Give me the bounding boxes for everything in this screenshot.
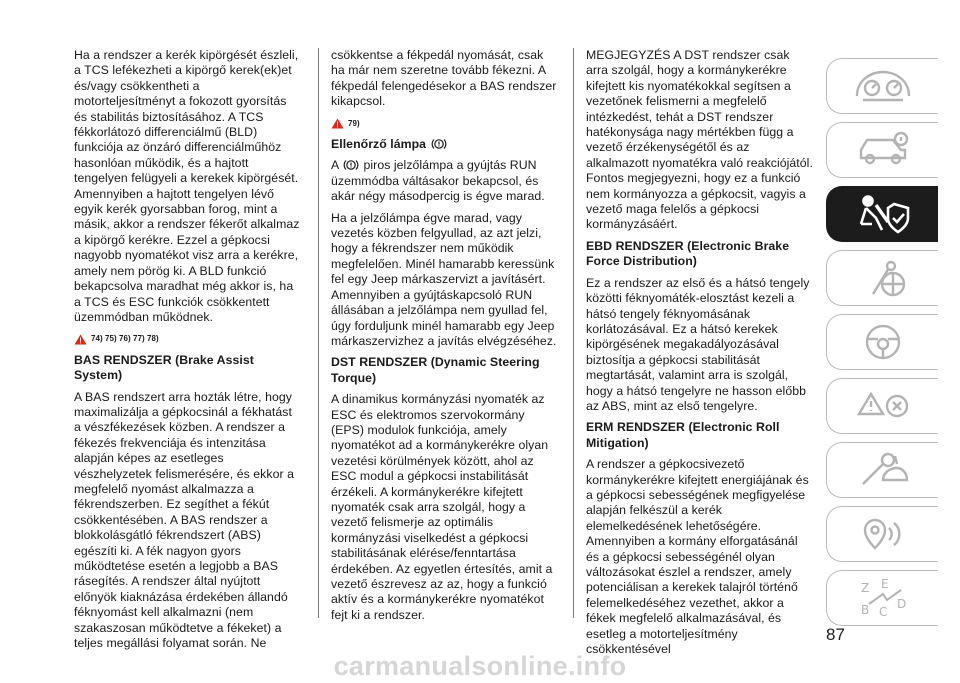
lamp-paragraph-start: A <box>331 158 339 173</box>
column-divider-left <box>318 48 319 618</box>
tab-safety[interactable] <box>826 186 938 242</box>
brake-warning-lamp-icon-inline <box>343 158 359 172</box>
warning-references-2 <box>331 116 559 131</box>
svg-text:Z: Z <box>860 581 869 595</box>
ebd-paragraph: Ez a rendszer az első és a hátsó tengely közötti féknyomáték-elosztást kezeli a hátsó tengely féknyomásának korlátozásával. Ez a hátsó kerekek kipörgésének megakadályozásával biztosítja a gépkocsi stabilitását megtartását, valamint arra is szolgál, hogy a hátsó tengelyre ne hasson előbb az ABS, mint az első tengelyre. <box>586 275 810 413</box>
text-column-2 <box>331 48 559 629</box>
text-column-1 <box>74 48 302 657</box>
tab-steering-wheel[interactable] <box>826 314 938 370</box>
brake-warning-lamp-icon <box>431 137 447 151</box>
page-number: 87 <box>826 625 845 644</box>
tab-emergency[interactable] <box>826 378 938 434</box>
warning-lamp-heading-text: Ellenőrző lámpa <box>331 137 427 152</box>
bas-paragraph: A BAS rendszert arra hozták létre, hogy maximalizálja a gépkocsinál a fékhatást a vészfékezések közben. A rendszer a fékezés frekvenciája és intenzitása alapján képes az esetleges vészhelyzetek felismerésére, és ekkor a megfelelő nyomást alkalmazza a fékrendszerben. Ez segíthet a fékút csökkentésében. A BAS rendszer a blokkolásgátló fékrendszert (ABS) egészíti ki. A fék nagyon gyors működtetése esetén a legjobb a BAS rásegítés. A rendszer által nyújtott előnyök kiaknázása érdekében állandó féknyomást kell alkalmazni (nem szakaszosan működtetve a fékeket) a teljes megállási folyamat során. Ne <box>74 389 294 651</box>
tab-maintenance[interactable] <box>826 442 938 498</box>
starting-driving-icon <box>853 258 913 298</box>
erm-paragraph: A rendszer a gépkocsivezető kormánykerékre kifejtett energiájának és a gépkocsi sebességének megfigyelése alapján felkészül a kerék elemelkedésének lehetőségére. Amennyiben a kormány elforgatásánál és a gépkocsi sebességénél olyan változásokat észlel a rendszer, amely potenciálisan a kerekek talajról történő felemelkedéséhez vezethet, akkor a fékek megfelelő alkalmazásával, és esetleg a motorteljesítmény csökkentésével <box>586 457 809 657</box>
erm-heading: ERM RENDSZER (Electronic Roll Mitigation) <box>586 420 780 450</box>
tab-car-info[interactable] <box>826 122 938 178</box>
lamp-paragraph <box>331 158 559 204</box>
lamp-fault-paragraph: Ha a jelzőlámpa égve marad, vagy vezetés közben felgyullad, az azt jelzi, hogy a fékrendszer nem működik megfelelően. Minél hamarabb keressünk fel egy Jeep márkaszervizt a javításért. Amennyiben a gyújtáskapcsoló RUN állásában a jelzőlámpa nem gyullad fel, úgy forduljunk minél hamarabb egy Jeep márkaszervizhez a javítás elvégzéséhez. <box>331 210 557 348</box>
chapter-tabs <box>826 58 938 634</box>
svg-text:E: E <box>880 577 889 591</box>
tab-multimedia[interactable] <box>826 506 938 562</box>
warning-reference-number: 79) <box>348 118 360 128</box>
tab-index[interactable] <box>826 570 938 626</box>
lamp-paragraph-rest: piros jelzőlámpa a gyújtás RUN üzemmódba váltásakor bekapcsol, és akár négy másodpercig is égve marad. <box>331 158 545 204</box>
bas-heading: BAS RENDSZER (Brake Assist System) <box>74 352 254 383</box>
dst-paragraph: A dinamikus kormányzási nyomaték az ESC és elektromos szervokormány (EPS) modulok funkciója, amely nyomatékot ad a kormánykerékre olyan vezetési körülmények között, ahol az ESC modul a gépkocsi instabilitását érzékeli. A kormánykerékre kifejtett nyomaték csak arra szolgál, hogy a vezető felismerje az optimális kormányzási viselkedést a gépkocsi stabilitásának elérése/fenntartása érdekében. Az egyetlen értesítés, amit a vezető észrevesz az az, hogy a funkció aktív és a kormánykerékre nyomatékot fejt ki a rendszer. <box>331 392 553 622</box>
tab-starting-driving[interactable] <box>826 250 938 306</box>
warning-lamp-heading <box>331 137 559 152</box>
svg-text:D: D <box>896 597 906 611</box>
safety-icon <box>852 192 914 236</box>
index-icon <box>853 576 913 620</box>
car-info-icon <box>853 130 913 170</box>
svg-text:B: B <box>860 603 869 617</box>
warning-triangle-icon <box>74 334 87 345</box>
text-column-3 <box>586 48 814 663</box>
steering-wheel-icon <box>853 322 913 362</box>
tab-dashboard[interactable] <box>826 58 938 114</box>
warning-references <box>74 331 302 346</box>
svg-text:C: C <box>878 605 887 619</box>
ebd-heading: EBD RENDSZER (Electronic Brake Force Distribution) <box>586 238 790 269</box>
bas-continued-paragraph: csökkentse a fékpedál nyomását, csak ha már nem szeretne tovább fékezni. A fékpedál felengedésekor a BAS rendszer kikapcsol. <box>331 48 557 109</box>
maintenance-icon <box>853 450 913 490</box>
warning-triangle-icon <box>331 118 344 129</box>
dashboard-icon <box>853 66 913 106</box>
warning-reference-numbers: 74) 75) 76) 77) 78) <box>91 334 159 344</box>
column-divider-right <box>573 48 574 618</box>
watermark: carmanualsonline.info <box>333 651 627 681</box>
emergency-icon <box>853 386 913 426</box>
multimedia-icon <box>853 514 913 554</box>
dst-note-paragraph: MEGJEGYZÉS A DST rendszer csak arra szolgál, hogy a kormánykerékre kifejtett kis nyomatékokkal segítsen a vezetőnek felismerni a megfelelő intézkedést, tehát a DST rendszer hatékonysága nagy mértékben függ a vezető érzékenységétől és az alkalmazott nyomatékra való reakciójától. Fontos megjegyezni, hogy ez a funkció nem kormányozza a gépkocsit, vagyis a vezető maga felelős a gépkocsi kormányzásáért. <box>586 48 813 232</box>
tcs-paragraph: Ha a rendszer a kerék kipörgését észleli, a TCS lefékezheti a kipörgő kerek(ek)et és/vagy csökkentheti a motorteljesítményt a fokozott gyorsítás és stabilitás biztosításához. A TCS fékkorlátozó differenciálmű (BLD) funkciója az önzáró differenciálműhöz hasonlóan működik, és a hajtott tengelyen felügyeli a kerekek kipörgését. Amennyiben a hajtott tengelyen lévő egyik kerék gyorsabban forog, mint a másik, akkor a rendszer fékerőt alkalmaz a kipörgő kerékre. Ezzel a gépkocsi nagyobb nyomatékot visz arra a kerékre, amely nem pörög ki. A BLD funkció bekapcsolva maradhat még akkor is, ha a TCS és ESC funkciók csökkentett üzemmódban működnek. <box>74 48 300 324</box>
dst-heading: DST RENDSZER (Dynamic Steering Torque) <box>331 355 540 385</box>
